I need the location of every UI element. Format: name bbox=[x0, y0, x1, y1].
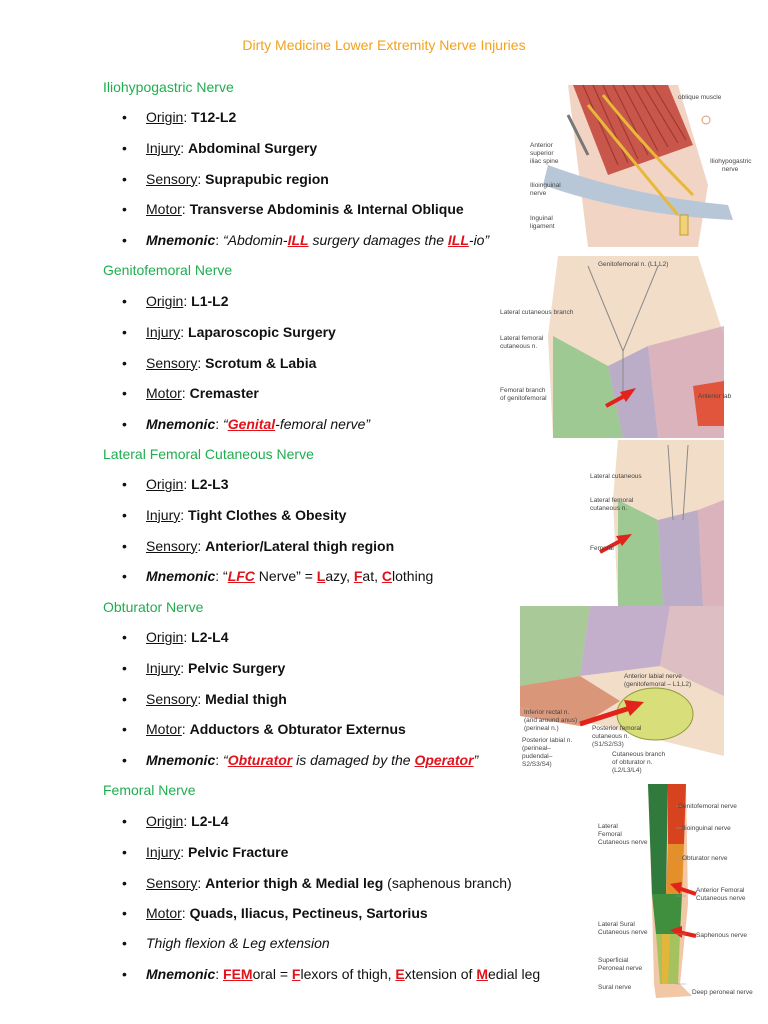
svg-text:Ilioinguinal: Ilioinguinal bbox=[530, 182, 561, 189]
genitofemoral-figure bbox=[498, 256, 732, 438]
svg-text:Iliohypogastric: Iliohypogastric bbox=[710, 158, 752, 165]
svg-text:Lateral femoral: Lateral femoral bbox=[500, 335, 544, 342]
list-item: • Injury: Laparoscopic Surgery bbox=[100, 322, 370, 353]
heading-iliohypogastric: Iliohypogastric Nerve bbox=[103, 79, 234, 95]
svg-text:Cutaneous nerve: Cutaneous nerve bbox=[598, 929, 648, 936]
svg-text:Posterior femoral: Posterior femoral bbox=[592, 725, 642, 732]
svg-text:Cutaneous nerve: Cutaneous nerve bbox=[598, 839, 648, 846]
list-item: • Sensory: Anterior thigh & Medial leg (saphenous branch) bbox=[100, 873, 540, 904]
svg-text:Superficial: Superficial bbox=[598, 957, 629, 964]
list-item: • Origin: L1-L2 bbox=[100, 291, 370, 322]
svg-text:oblique muscle: oblique muscle bbox=[678, 94, 722, 101]
svg-text:Femoral: Femoral bbox=[598, 831, 622, 838]
list-item: • Motor: Adductors & Obturator Externus bbox=[100, 719, 478, 750]
svg-text:Lateral Sural: Lateral Sural bbox=[598, 921, 635, 928]
heading-lateral-femoral-cutaneous: Lateral Femoral Cutaneous Nerve bbox=[103, 446, 314, 462]
svg-text:(and around anus): (and around anus) bbox=[524, 717, 578, 724]
svg-text:Peroneal nerve: Peroneal nerve bbox=[598, 965, 643, 972]
list-item: • Motor: Quads, Iliacus, Pectineus, Sartorius bbox=[100, 903, 540, 933]
svg-text:superior: superior bbox=[530, 150, 554, 157]
lateral-femoral-cutaneous-figure bbox=[588, 440, 724, 606]
list-item: • Origin: L2-L4 bbox=[100, 811, 540, 842]
svg-text:S2/S3/S4): S2/S3/S4) bbox=[522, 761, 552, 768]
svg-text:nerve: nerve bbox=[530, 190, 547, 197]
svg-text:Sural nerve: Sural nerve bbox=[598, 984, 632, 991]
svg-text:(L2/L3/L4): (L2/L3/L4) bbox=[612, 767, 642, 774]
svg-text:Femoral branch: Femoral branch bbox=[500, 387, 546, 394]
svg-text:cutaneous n.: cutaneous n. bbox=[590, 505, 628, 512]
list-genitofemoral bbox=[100, 291, 370, 445]
svg-text:Saphenous nerve: Saphenous nerve bbox=[696, 932, 747, 939]
list-item: • Injury: Pelvic Surgery bbox=[100, 658, 478, 689]
svg-text:Cutaneous nerve: Cutaneous nerve bbox=[696, 895, 746, 902]
mnemonic: • Mnemonic: “LFC Nerve” = Lazy, Fat, Clothing bbox=[100, 566, 433, 597]
list-item: • Injury: Pelvic Fracture bbox=[100, 842, 540, 873]
mnemonic: • Mnemonic: “Genital-femoral nerve” bbox=[100, 414, 370, 445]
svg-text:Lateral cutaneous branch: Lateral cutaneous branch bbox=[500, 309, 574, 316]
svg-text:Femoral: Femoral bbox=[590, 545, 614, 552]
svg-text:Anterior: Anterior bbox=[530, 142, 553, 149]
obturator-figure bbox=[520, 606, 724, 774]
list-lateral-femoral-cutaneous bbox=[100, 474, 433, 597]
svg-text:pudendal–: pudendal– bbox=[522, 753, 553, 760]
svg-text:(genitofemoral – L1,L2): (genitofemoral – L1,L2) bbox=[624, 681, 692, 688]
svg-text:Anterior labial nerve: Anterior labial nerve bbox=[624, 673, 682, 680]
svg-text:Inguinal: Inguinal bbox=[530, 215, 553, 222]
svg-text:cutaneous n.: cutaneous n. bbox=[592, 733, 630, 740]
svg-text:Lateral femoral: Lateral femoral bbox=[590, 497, 634, 504]
list-item: • Motor: Transverse Abdominis & Internal Oblique bbox=[100, 199, 489, 230]
list-item: • Injury: Tight Clothes & Obesity bbox=[100, 505, 433, 536]
svg-text:of obturator n.: of obturator n. bbox=[612, 759, 653, 766]
svg-text:(S1/S2/S3): (S1/S2/S3) bbox=[592, 741, 624, 748]
heading-obturator: Obturator Nerve bbox=[103, 599, 204, 615]
svg-text:nerve: nerve bbox=[722, 166, 739, 173]
list-item: • Injury: Abdominal Surgery bbox=[100, 138, 489, 169]
list-item: • Sensory: Scrotum & Labia bbox=[100, 353, 370, 384]
svg-text:Inferior rectal n.: Inferior rectal n. bbox=[524, 709, 570, 716]
femoral-figure bbox=[596, 784, 752, 1002]
iliohypogastric-figure bbox=[528, 85, 760, 247]
page-title: Dirty Medicine Lower Extremity Nerve Injuries bbox=[242, 37, 526, 53]
svg-text:Posterior labial n.: Posterior labial n. bbox=[522, 737, 573, 744]
list-obturator bbox=[100, 627, 478, 781]
list-item: • Sensory: Suprapubic region bbox=[100, 169, 489, 200]
heading-femoral: Femoral Nerve bbox=[103, 782, 196, 798]
svg-text:cutaneous n.: cutaneous n. bbox=[500, 343, 538, 350]
svg-text:Anterior Femoral: Anterior Femoral bbox=[696, 887, 745, 894]
mnemonic: • Mnemonic: FEMoral = Flexors of thigh, Extension of Medial leg bbox=[100, 964, 540, 995]
svg-text:Lateral cutaneous: Lateral cutaneous bbox=[590, 473, 642, 480]
list-item: • Sensory: Anterior/Lateral thigh region bbox=[100, 536, 433, 567]
list-item: • Origin: T12-L2 bbox=[100, 107, 489, 138]
list-item: • Motor: Cremaster bbox=[100, 383, 370, 414]
svg-text:(perineal–: (perineal– bbox=[522, 745, 551, 752]
list-femoral bbox=[100, 811, 540, 995]
svg-text:Genitofemoral n. (L1,L2): Genitofemoral n. (L1,L2) bbox=[598, 261, 669, 268]
svg-text:Anterior lab: Anterior lab bbox=[698, 393, 732, 400]
list-iliohypogastric bbox=[100, 107, 489, 261]
svg-text:ligament: ligament bbox=[530, 223, 555, 230]
heading-genitofemoral: Genitofemoral Nerve bbox=[103, 262, 233, 278]
svg-text:Lateral: Lateral bbox=[598, 823, 618, 830]
svg-text:Obturator nerve: Obturator nerve bbox=[682, 855, 728, 862]
svg-text:Deep peroneal nerve: Deep peroneal nerve bbox=[692, 989, 753, 996]
svg-text:(perineal n.): (perineal n.) bbox=[524, 725, 559, 732]
svg-text:of genitofemoral: of genitofemoral bbox=[500, 395, 547, 402]
svg-text:Ilioinguinal nerve: Ilioinguinal nerve bbox=[682, 825, 731, 832]
list-item: • Sensory: Medial thigh bbox=[100, 689, 478, 720]
svg-text:Cutaneous branch: Cutaneous branch bbox=[612, 751, 666, 758]
mnemonic: • Mnemonic: “Abdomin-ILL surgery damages the ILL-io” bbox=[100, 230, 489, 261]
list-item: • Origin: L2-L3 bbox=[100, 474, 433, 505]
list-item: • Origin: L2-L4 bbox=[100, 627, 478, 658]
svg-text:Genitofemoral nerve: Genitofemoral nerve bbox=[678, 803, 737, 810]
svg-text:iliac spine: iliac spine bbox=[530, 158, 559, 165]
sub-list-item: • Thigh flexion & Leg extension bbox=[100, 933, 540, 964]
mnemonic: • Mnemonic: “Obturator is damaged by the Operator” bbox=[100, 750, 478, 781]
